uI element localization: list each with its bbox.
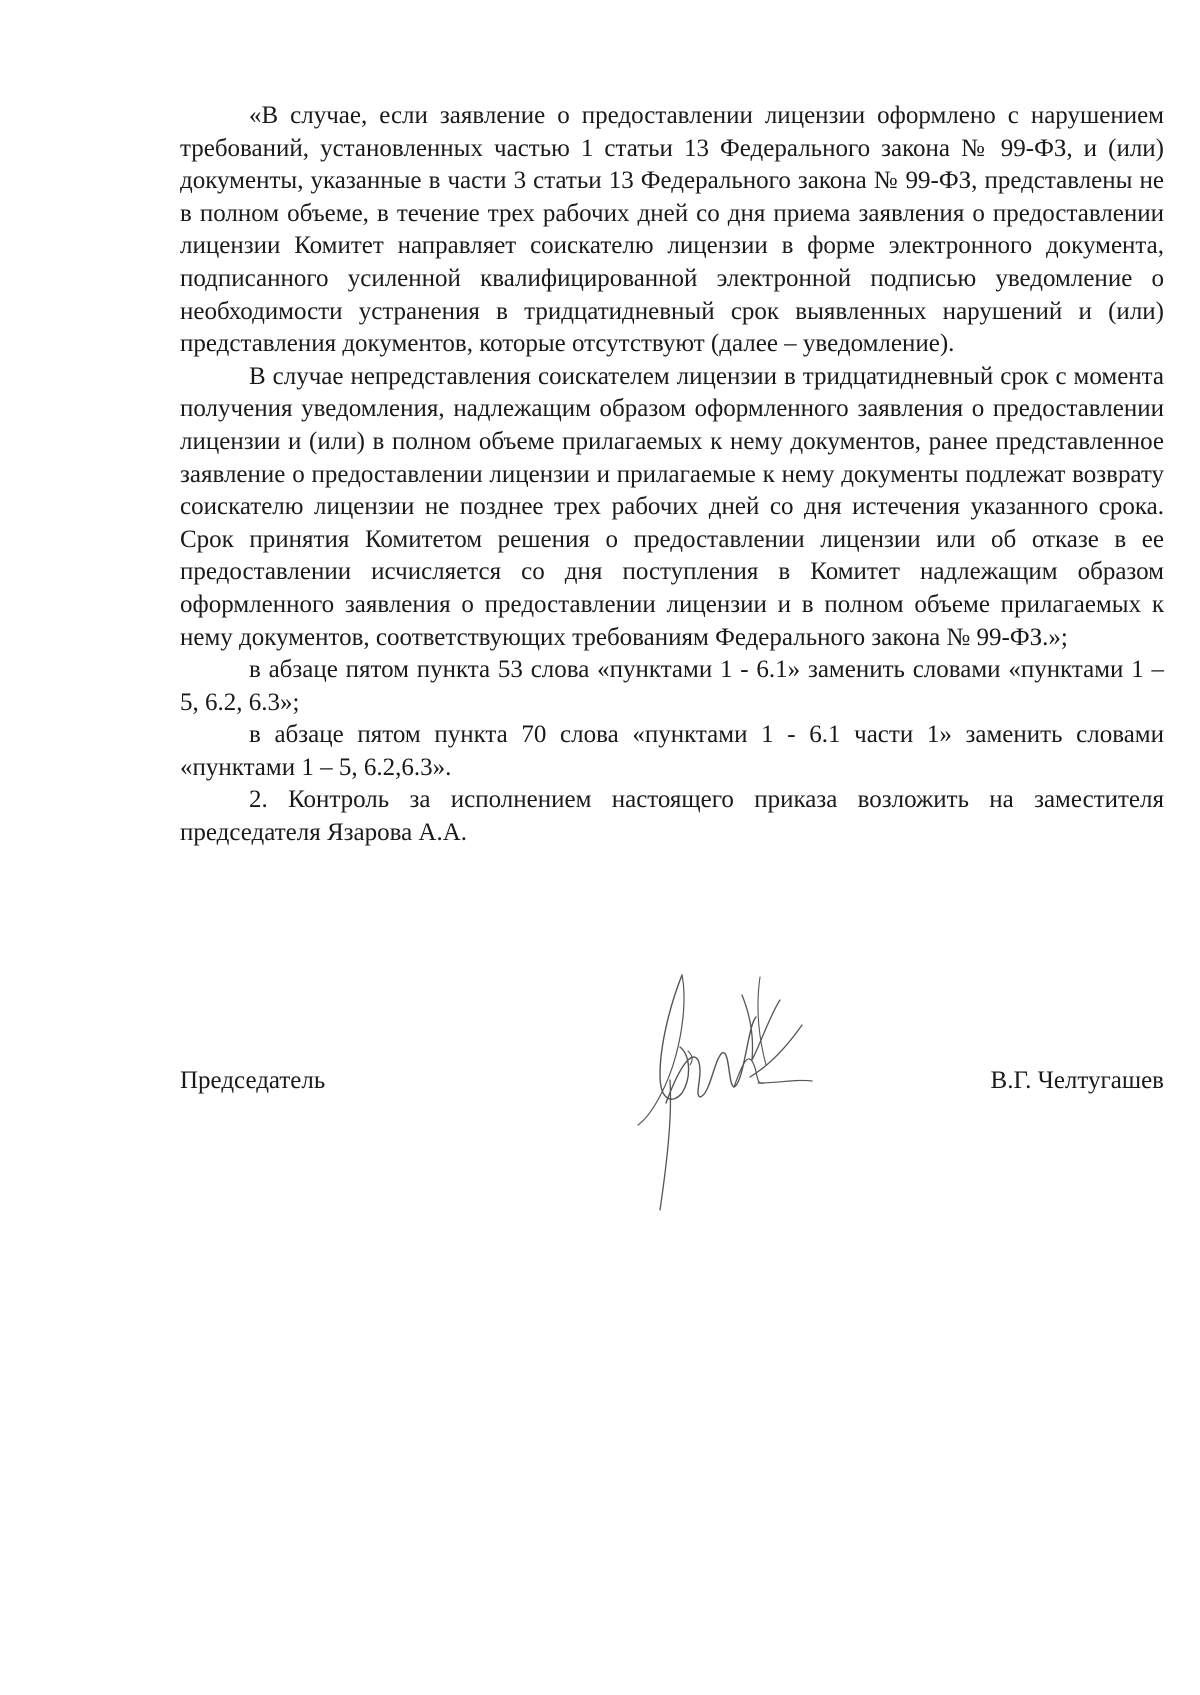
- paragraph-control: 2. Контроль за исполнением настоящего приказа возложить на заместителя председателя Язарова А.А.: [180, 786, 1164, 847]
- paragraph-amendment-53: в абзаце пятом пункта 53 слова «пунктами 1 - 6.1» заменить словами «пунктами 1 – 5, 6.2, 6.3»;: [180, 656, 1164, 716]
- handwritten-signature: [630, 955, 830, 1220]
- document-body: [180, 100, 1164, 850]
- signatory-name: В.Г. Челтугашев: [990, 1067, 1164, 1094]
- paragraph-amendment-70: в абзаце пятом пункта 70 слова «пунктами 1 - 6.1 части 1» заменить словами «пунктами 1 – 5, 6.2,6.3».: [180, 721, 1164, 781]
- paragraph-notification-rule: «В случае, если заявление о предоставлении лицензии оформлено с нарушением требований, установленных частью 1 статьи 13 Федерального закона № 99-ФЗ, и (или) документы, указанные в части 3 статьи 13 Федерального закона № 99-ФЗ, представлены не в полном объеме, в течение трех рабочих дней со дня приема заявления о предоставлении лицензии Комитет направляет соискателю лицензии в форме электронного документа, подписанного усиленной квалифицированной электронной подписью уведомление о необходимости устранения в тридцатидневный срок выявленных нарушений и (или) представления документов, которые отсутствуют (далее – уведомление).: [180, 102, 1164, 358]
- signatory-title: Председатель: [180, 1067, 326, 1094]
- paragraph-return-rule: В случае непредставления соискателем лицензии в тридцатидневный срок с момента получения уведомления, надлежащим образом оформленного заявления о предоставлении лицензии и (или) в полном объеме прилагаемых к нему документов, ранее представленное заявление о предоставлении лицензии и прилагаемые к нему документы подлежат возврату соискателю лицензии не позднее трех рабочих дней со дня истечения указанного срока. Срок принятия Комитетом решения о предоставлении лицензии или об отказе в ее предоставлении исчисляется со дня поступления в Комитет надлежащим образом оформленного заявления о предоставлении лицензии и в полном объеме прилагаемых к нему документов, соответствующих требованиям Федерального закона № 99-ФЗ.»;: [180, 362, 1164, 651]
